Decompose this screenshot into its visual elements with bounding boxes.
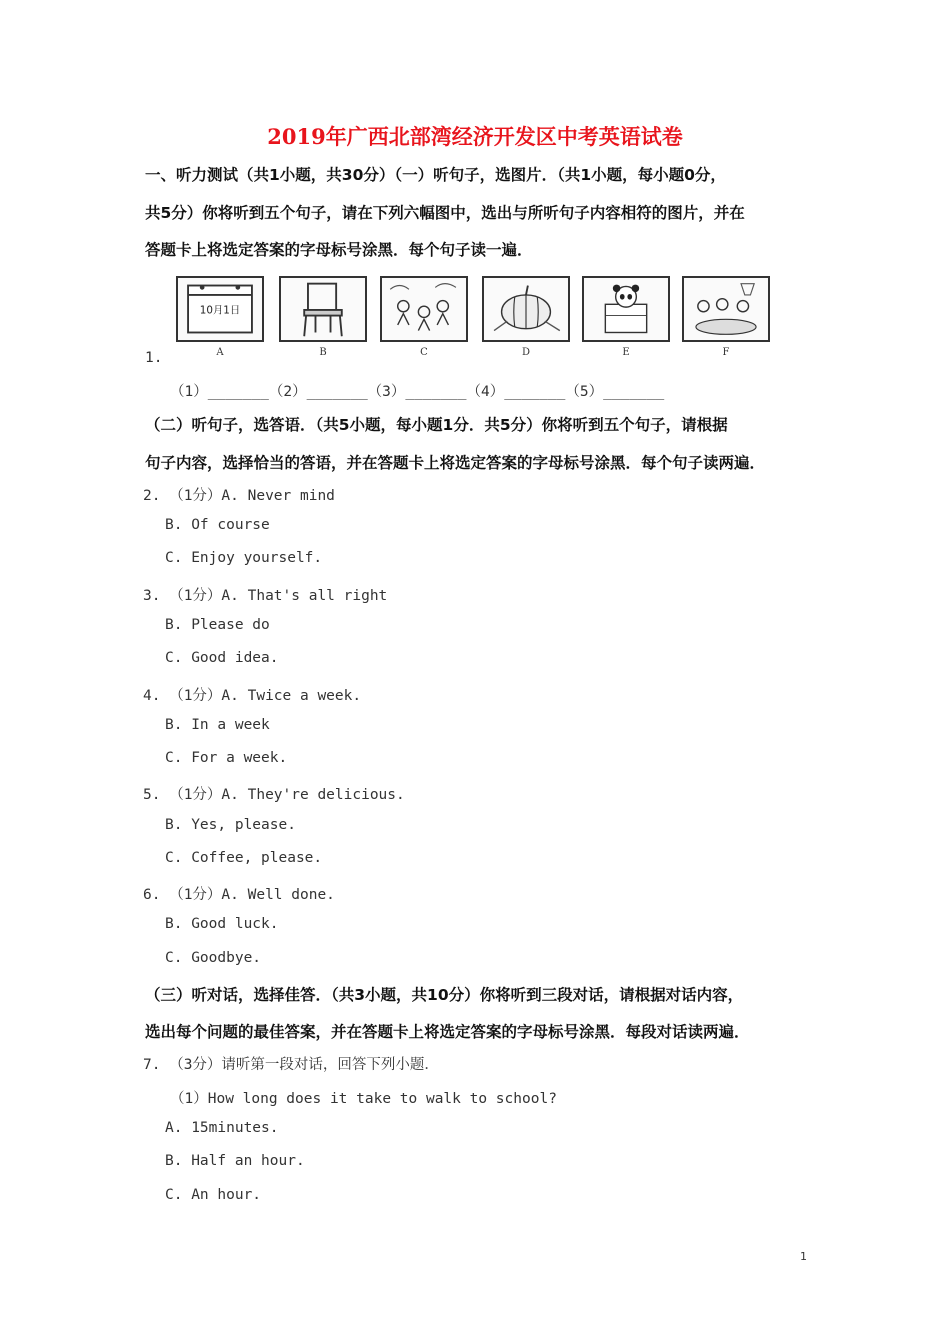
question-3-stem: 3. （1分）A. That's all right	[143, 588, 388, 604]
question-7-option-c: C. An hour.	[165, 1187, 262, 1203]
section3-instruction-line1: （三）听对话，选择佳答．（共3小题，共10分）你将听到三段对话，请根据对话内容，	[145, 986, 744, 1004]
question-3-option-c: C. Good idea.	[165, 650, 279, 666]
picture-e-label: E	[622, 347, 630, 358]
picture-b-label: B	[319, 347, 327, 358]
question-5-stem: 5. （1分）A. They're delicious.	[143, 787, 405, 803]
calendar-caption: 10月1日	[199, 304, 241, 317]
picture-d-pumpkin-icon	[482, 276, 570, 342]
picture-c-label: C	[420, 347, 428, 358]
picture-b-chair-icon	[279, 276, 367, 342]
question-6-option-c: C. Goodbye.	[165, 950, 262, 966]
picture-f-label: F	[722, 347, 730, 358]
section2-instruction-line2: 句子内容，选择恰当的答语，并在答题卡上将选定答案的字母标号涂黑．每个句子读两遍．	[145, 454, 766, 472]
question-4-option-c: C. For a week.	[165, 750, 288, 766]
picture-f-family-picnic-icon	[682, 276, 770, 342]
section1-instruction-line1: 一、听力测试（共1小题，共30分）（一）听句子，选图片．（共1小题，每小题0分，	[145, 166, 726, 184]
question-1-answer-blanks: （1）_______（2）_______（3）_______（4）_______（5）_______	[170, 384, 665, 400]
question-7-option-a: A. 15minutes.	[165, 1120, 279, 1136]
question-6-option-b: B. Good luck.	[165, 916, 279, 932]
question-4-stem: 4. （1分）A. Twice a week.	[143, 688, 362, 704]
picture-a-calendar-icon	[176, 276, 264, 342]
question-7-option-b: B. Half an hour.	[165, 1153, 305, 1169]
picture-d-label: D	[521, 347, 531, 358]
section2-instruction-line1: （二）听句子，选答语．（共5小题，每小题1分．共5分）你将听到五个句子，请根据	[145, 416, 728, 434]
question-3-option-b: B. Please do	[165, 617, 270, 633]
picture-a-label: A	[216, 347, 224, 358]
question-6-stem: 6. （1分）A. Well done.	[143, 887, 335, 903]
question-7-stem: 7. （3分）请听第一段对话，回答下列小题．	[143, 1057, 439, 1073]
section3-instruction-line2: 选出每个问题的最佳答案，并在答题卡上将选定答案的字母标号涂黑．每段对话读两遍．	[145, 1023, 750, 1041]
section1-instruction-line2: 共5分）你将听到五个句子，请在下列六幅图中，选出与所听句子内容相符的图片，并在	[145, 204, 745, 222]
question-2-option-c: C. Enjoy yourself.	[165, 550, 323, 566]
picture-e-panda-icon	[582, 276, 670, 342]
question-5-option-b: B. Yes, please.	[165, 817, 296, 833]
question-1-number: 1.	[145, 350, 163, 366]
question-7-sub1: （1）How long does it take to walk to school?	[170, 1091, 557, 1107]
question-4-option-b: B. In a week	[165, 717, 270, 733]
section1-instruction-line3: 答题卡上将选定答案的字母标号涂黑．每个句子读一遍．	[145, 241, 533, 259]
page-title: 2019年广西北部湾经济开发区中考英语试卷	[267, 124, 683, 149]
question-5-option-c: C. Coffee, please.	[165, 850, 323, 866]
question-2-stem: 2. （1分）A. Never mind	[143, 488, 335, 504]
picture-c-children-playing-icon	[380, 276, 468, 342]
page-number: 1	[800, 1250, 807, 1263]
question-2-option-b: B. Of course	[165, 517, 270, 533]
